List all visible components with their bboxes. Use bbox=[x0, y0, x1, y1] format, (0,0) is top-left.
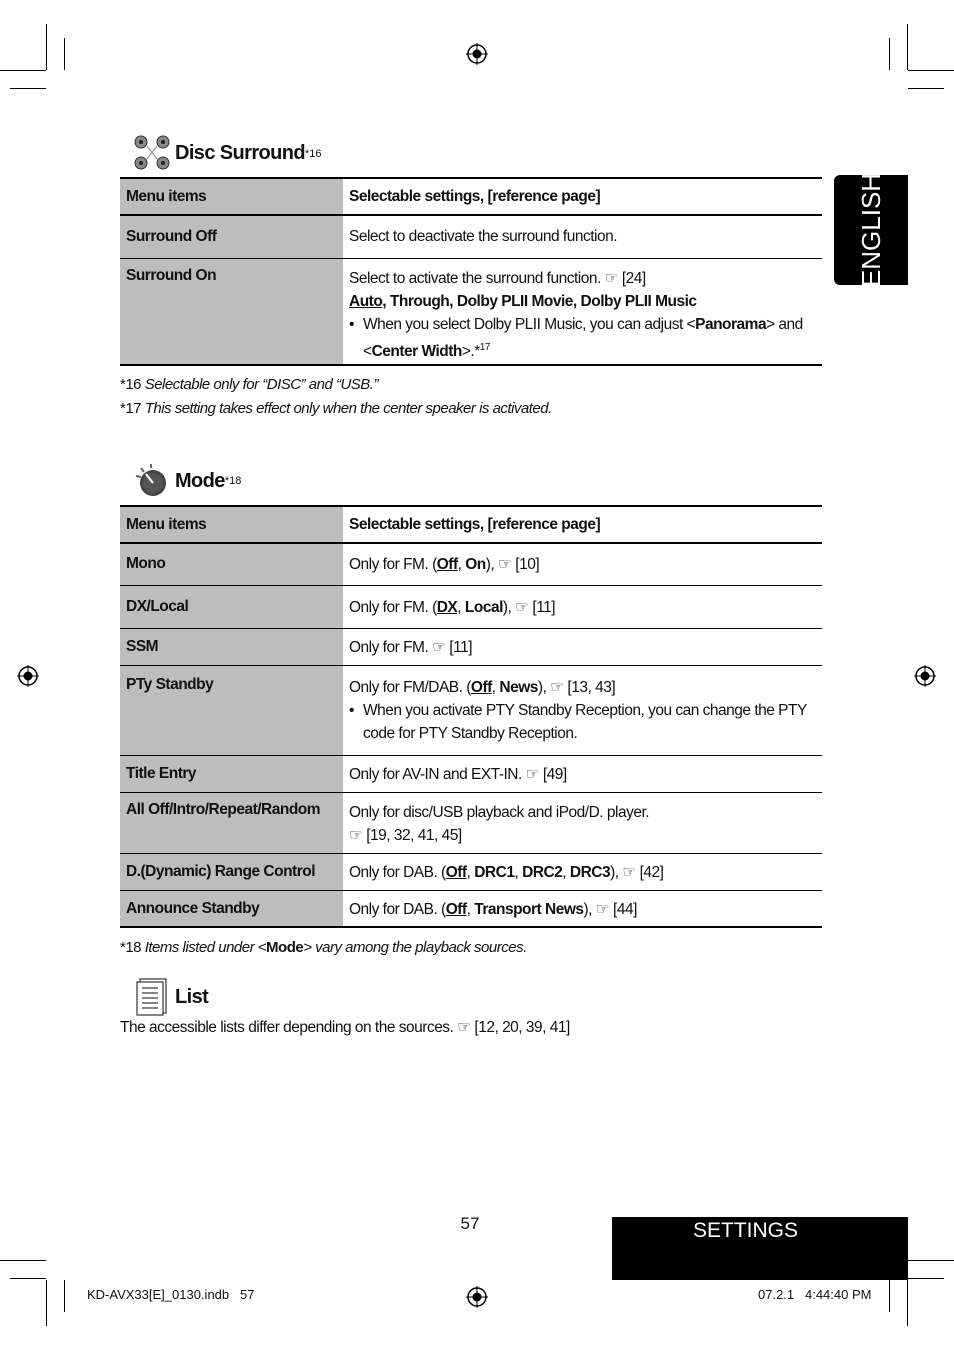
table-row bbox=[120, 755, 822, 792]
pointing-hand-icon: ☞ bbox=[498, 556, 512, 573]
setting-text: ), bbox=[485, 556, 495, 573]
list-text: The accessible lists differ depending on the sources. bbox=[120, 1019, 454, 1036]
menu-item: DX/Local bbox=[120, 585, 343, 628]
menu-item: SSM bbox=[120, 628, 343, 665]
section-title: Mode bbox=[175, 469, 225, 492]
page-ref: [13, 43] bbox=[567, 678, 616, 696]
mode-heading bbox=[132, 463, 241, 499]
pointing-hand-icon: ☞ bbox=[525, 765, 539, 783]
menu-item: Mono bbox=[120, 543, 343, 585]
option: DRC2 bbox=[522, 863, 563, 881]
table-row: PTy Standby Only for FM/DAB. (Off, News), ☞ [13, 43] • When you activate PTY Standby Reception, you can change the PTY code for PTY Standby Reception. bbox=[120, 665, 822, 755]
setting-text: Only for FM. ( bbox=[349, 556, 437, 573]
setting-text: ), bbox=[537, 678, 547, 696]
option: News bbox=[499, 678, 538, 696]
registration-mark-icon bbox=[466, 1286, 488, 1308]
footnote bbox=[120, 400, 552, 417]
mode-table bbox=[120, 505, 822, 928]
setting-text: Only for DAB. ( bbox=[349, 900, 446, 918]
option-default: Off bbox=[445, 863, 467, 881]
menu-item: Title Entry bbox=[120, 755, 343, 792]
setting-text: Only for AV-IN and EXT-IN. bbox=[349, 765, 522, 783]
registration-mark-icon bbox=[17, 665, 39, 687]
footnote-mark: *18 bbox=[120, 939, 142, 956]
pointing-hand-icon: ☞ bbox=[515, 598, 529, 616]
footnote-text: This setting takes effect only when the center speaker is activated. bbox=[144, 400, 552, 417]
bullet-text: When you select Dolby PLII Music, you can adjust < bbox=[363, 315, 696, 333]
table-row: Announce Standby Only for DAB. (Off, Transport News), ☞ [44] bbox=[120, 890, 822, 927]
page-ref: [44] bbox=[613, 900, 637, 918]
page-number: 57 bbox=[460, 1214, 480, 1233]
option-default: Off bbox=[436, 556, 458, 573]
menu-item: Announce Standby bbox=[120, 890, 343, 927]
footnote-text: Items listed under < bbox=[144, 939, 267, 956]
setting-text: Only for disc/USB playback and iPod/D. player. bbox=[349, 803, 650, 821]
menu-item: PTy Standby bbox=[120, 665, 343, 755]
page-ref: [11] bbox=[449, 638, 472, 656]
menu-item: D.(Dynamic) Range Control bbox=[120, 853, 343, 890]
pointing-hand-icon: ☞ bbox=[457, 1019, 471, 1036]
pointing-hand-icon: ☞ bbox=[349, 826, 363, 844]
setting-desc: Select to deactivate the surround function. bbox=[343, 215, 822, 258]
footnote bbox=[120, 939, 527, 956]
bullet-note: 17 bbox=[479, 341, 490, 353]
disc-surround-icon bbox=[132, 134, 172, 172]
setting-text: Only for DAB. ( bbox=[349, 863, 446, 881]
language-tab bbox=[834, 172, 908, 288]
setting-text: ), bbox=[610, 863, 619, 881]
section-title: List bbox=[175, 985, 209, 1008]
option: Dolby PLII Music bbox=[580, 292, 697, 310]
registration-mark-icon bbox=[466, 43, 488, 65]
bullet-bold: Panorama bbox=[695, 315, 767, 333]
table-row: D.(Dynamic) Range Control Only for DAB. (Off, DRC1, DRC2, DRC3), ☞ [42] bbox=[120, 853, 822, 890]
bullet-bold: Center Width bbox=[371, 342, 462, 360]
option: Dolby PLII Movie bbox=[456, 292, 573, 310]
option: On bbox=[465, 556, 486, 573]
page-ref: [10] bbox=[515, 556, 540, 573]
settings-label: SETTINGS bbox=[692, 1219, 798, 1242]
page-ref: [49] bbox=[542, 765, 567, 783]
page-ref: [11] bbox=[532, 598, 556, 616]
registration-mark-icon bbox=[914, 665, 936, 687]
footnote-mark: *16 bbox=[120, 376, 142, 393]
list-description bbox=[120, 1018, 570, 1037]
setting-text: Only for FM. ( bbox=[349, 598, 437, 616]
table-row bbox=[120, 792, 822, 853]
footnote-mark: *17 bbox=[120, 400, 142, 417]
header-settings: Selectable settings, [reference page] bbox=[343, 178, 822, 215]
option: Transport News bbox=[474, 900, 584, 918]
footer-timestamp: 07.2.1 4:44:40 PM bbox=[758, 1287, 872, 1302]
option-default: Off bbox=[445, 900, 467, 918]
option: DRC1 bbox=[474, 863, 515, 881]
table-row: Surround On Select to activate the surround function. ☞ [24] Auto, Through, Dolby PLII Movie, Dolby PLII Music • When you select Dolby PLII Music, you can adjust <Panorama> and <Center Width>.*$^{17}$ bbox=[120, 258, 822, 365]
setting-text: ), bbox=[583, 900, 592, 918]
mode-icon bbox=[132, 463, 172, 499]
footnote-text: > vary among the playback sources. bbox=[303, 939, 527, 956]
menu-item: Surround Off bbox=[120, 215, 343, 258]
table-row: Mono Only for FM. (Off, On), ☞ [10] bbox=[120, 543, 822, 585]
option: Through bbox=[389, 292, 450, 310]
bullet-text: >.* bbox=[461, 342, 480, 360]
bullet-text: > and < bbox=[363, 315, 803, 360]
menu-item: Surround On bbox=[120, 258, 343, 365]
table-row bbox=[120, 215, 822, 258]
disc-surround-table bbox=[120, 177, 822, 366]
header-menu-items: Menu items bbox=[120, 506, 343, 543]
header-settings: Selectable settings, [reference page] bbox=[343, 506, 822, 543]
table-row bbox=[120, 628, 822, 665]
footnote bbox=[120, 376, 378, 393]
setting-desc: Select to activate the surround function. bbox=[349, 269, 601, 287]
pointing-hand-icon: ☞ bbox=[432, 638, 446, 656]
title-note: *16 bbox=[305, 148, 322, 160]
option: Local bbox=[464, 598, 503, 616]
pointing-hand-icon: ☞ bbox=[622, 863, 636, 881]
list-icon bbox=[136, 978, 170, 1016]
option-default: Off bbox=[470, 678, 492, 696]
option: DRC3 bbox=[569, 863, 611, 881]
settings-section-bar bbox=[612, 1217, 908, 1280]
option-default: DX bbox=[436, 598, 458, 616]
page-ref: [12, 20, 39, 41] bbox=[474, 1019, 570, 1036]
table-row: DX/Local Only for FM. (DX, Local), ☞ [11] bbox=[120, 585, 822, 628]
option-default: Auto bbox=[349, 292, 383, 310]
section-title: Disc Surround bbox=[175, 141, 305, 164]
bullet-text: When you activate PTY Standby Reception, you can change the PTY code for PTY Standby Reception. bbox=[363, 701, 807, 742]
menu-item: All Off/Intro/Repeat/Random bbox=[120, 792, 343, 853]
page-ref: [42] bbox=[639, 863, 664, 881]
footnote-text: Selectable only for “DISC” and “USB.” bbox=[144, 376, 378, 393]
title-note: *18 bbox=[224, 475, 242, 487]
language-tab-label: ENGLISH bbox=[855, 172, 886, 288]
page-ref: [19, 32, 41, 45] bbox=[366, 826, 462, 844]
header-menu-items: Menu items bbox=[120, 178, 343, 215]
setting-text: Only for FM. bbox=[349, 638, 429, 656]
page-ref: [24] bbox=[621, 269, 646, 287]
pointing-hand-icon: ☞ bbox=[550, 678, 564, 696]
footnote-bold: Mode bbox=[266, 939, 304, 956]
footer-file-info: KD-AVX33[E]_0130.indb 57 bbox=[87, 1287, 255, 1302]
setting-text: ), bbox=[502, 598, 512, 616]
setting-text: Only for FM/DAB. ( bbox=[349, 678, 471, 696]
pointing-hand-icon: ☞ bbox=[595, 900, 610, 918]
pointing-hand-icon: ☞ bbox=[604, 269, 618, 287]
list-heading bbox=[136, 978, 208, 1016]
disc-surround-heading bbox=[132, 134, 322, 172]
